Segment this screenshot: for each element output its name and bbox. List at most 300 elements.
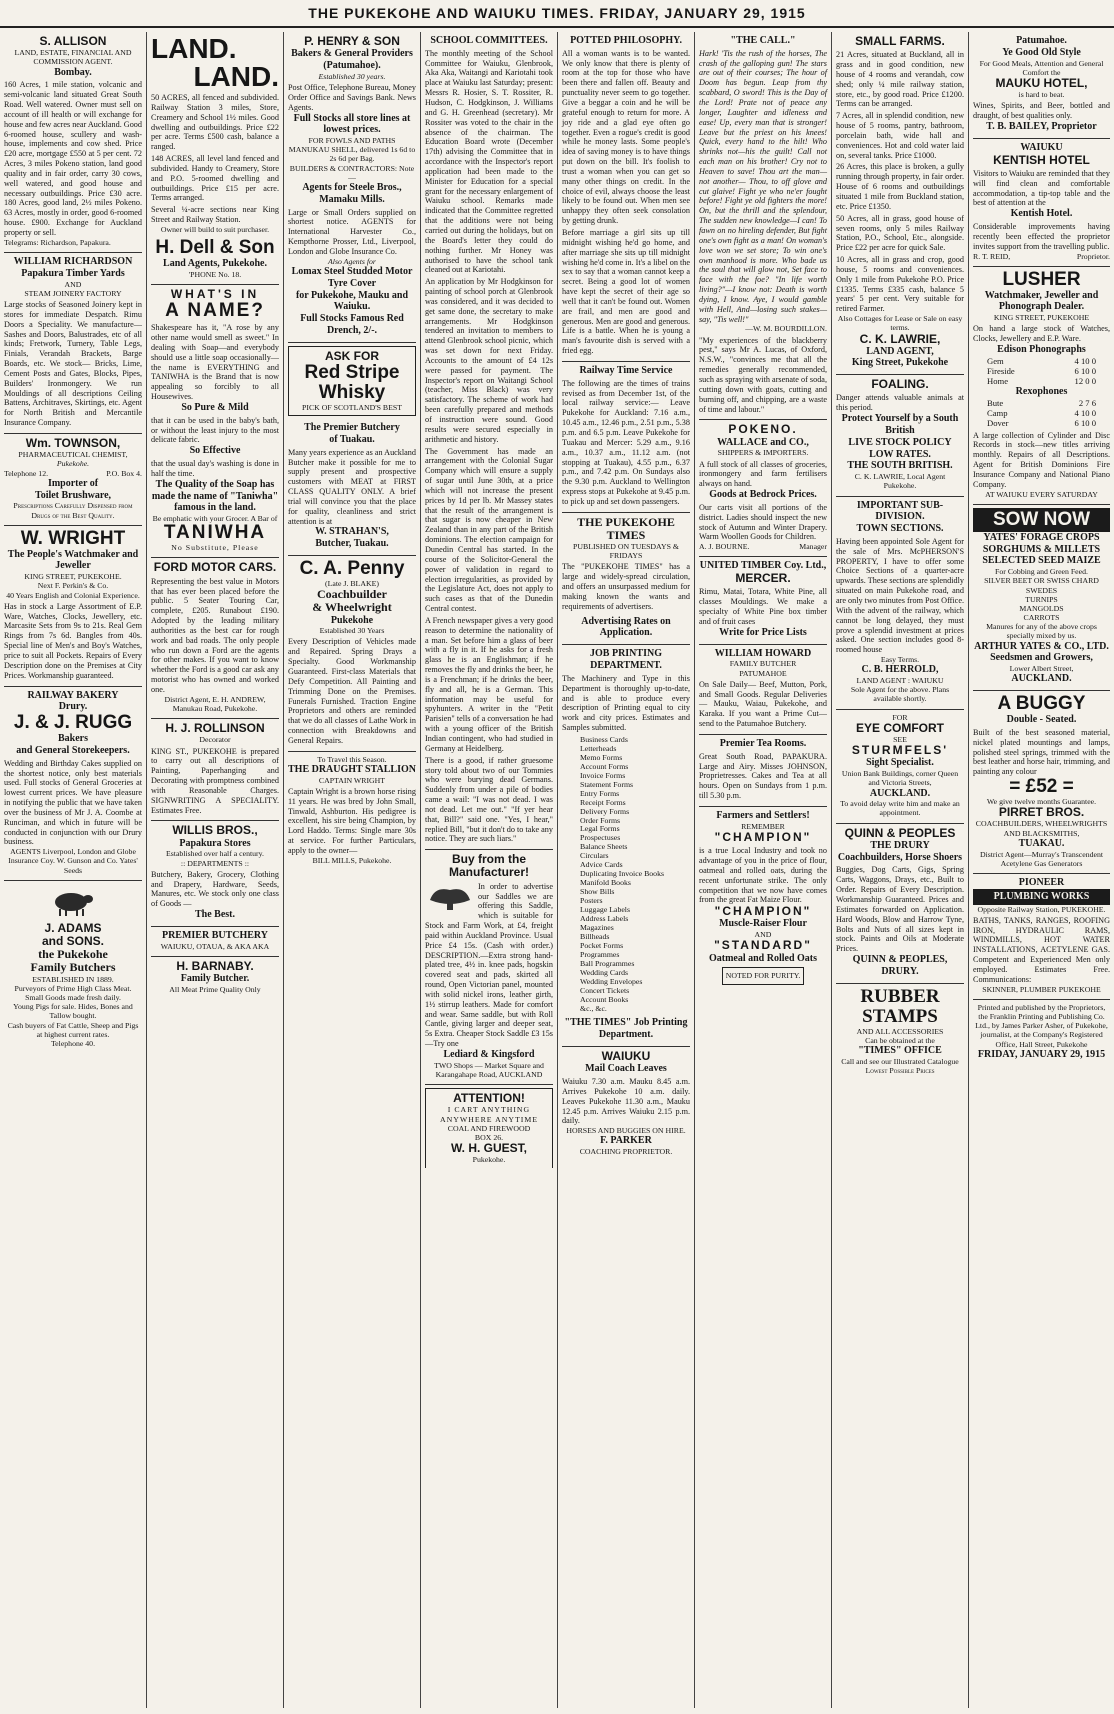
swedes: SWEDES	[1025, 585, 1058, 595]
henry-studded: Lomax Steel Studded Motor Tyre Cover	[291, 266, 413, 289]
wright-body: Has in stock a Large Assortment of E.P. Ware, Watches, Clocks, Jewellery, etc. Marcasite Sets from 9s to 21s. Real Gem Rings from 7s 6d. Bangles from 40s. Special line of Men's and Boy's Watches, price to suit all Pockets. Repairs of Every Description done on the Premises at City Prices. Workmanship guaranteed.	[4, 601, 142, 680]
henry-also: Also Agents for	[328, 256, 376, 266]
reid-role: Proprietor.	[1076, 251, 1110, 261]
double-seated: Double - Seated.	[1006, 714, 1077, 726]
townson-product: Toilet Brushware,	[34, 489, 112, 501]
buggy-heading: A BUGGY	[997, 693, 1086, 715]
wright-ad	[4, 526, 142, 687]
townson-contacts	[4, 469, 142, 478]
philosophy-paragraph-2: Before marriage a girl sits up till midnight wishing he'd go home, and after marriage she sits up till midnight wishing he'd come in. It's a libel on the sex to say that a woman cannot keep a secret. Being a good lot of women have kept the secret of their age so well that it can't be found out. Women are frail, and men are good and generous. Men are good and generous. Life is a battle. When he is young a man's favourite dish is served with a fried egg.	[562, 227, 690, 356]
dell-phone: 'PHONE No. 18.	[188, 269, 242, 279]
call-author: —W. M. BOURDILLON.	[745, 324, 827, 334]
saddle-illustration	[425, 882, 475, 912]
job-list-item: Wedding Envelopes	[580, 976, 643, 986]
penny-name: C. A. Penny	[299, 558, 405, 579]
job-list-item: Memo Forms	[580, 752, 623, 762]
job-title: JOB PRINTING DEPARTMENT.	[590, 648, 662, 672]
article-paragraph-4: A French newspaper gives a very good reason to determine the nationality of a man. Set before him a glass of beer with a fly in it. If he asks for a fresh glass he is an Englishman; if he removes the fly and drinks the beer, he is a Frenchman; if he drinks the beer, fly and all, he is a German. This information may be useful for spyhunters. A writer in the "Petit Parisien" tells of a conversation he had with a young officer of the British Indian contingent, who had studied in Germany at Heidelberg.	[425, 615, 553, 753]
stallion-ad	[288, 752, 416, 870]
tearooms-body: Great South Road, PAPAKURA. Large and Airy. Misses JOHNSON, Proprietresses. Cakes and Tea at all hours. Open on Sundays from 1 p.m. till 5.30 p.m.	[699, 751, 827, 801]
tearooms-ad	[699, 735, 827, 807]
eye-comfort: EYE COMFORT	[855, 720, 944, 735]
farm-listing-4: 50 Acres, all in grass, good house of seven rooms, only 5 miles Railway Station, P.O., School, Etc., alongside. Price £22 per acre for quick Sale.	[836, 213, 964, 253]
united-name: UNITED TIMBER Coy. Ltd.,	[699, 560, 827, 572]
buy-body: In order to advertise our Saddles we are offering this Saddle, which is suitable for Stock and Farm Work, at £4, freight paid within Auckland Province. Usual Price £4 15s. (Cash with order.) DESCRIPTION.—Extra strong hand-plated tree, 4½ in. knee pads, hogskin covered seat and pads, skirted all round, Open Victorian panel, mounted with solid nickel irons, leather girth, 1½ stirrup leathers. Made for comfort and wear. Same saddle, but with Roll Cantle, giving larger and deeper seat, 5s Extra. Cheaper Stock Saddle £3 15s—Try one	[425, 881, 553, 1049]
dell-ad	[151, 32, 279, 285]
barnaby-ad	[151, 957, 279, 999]
job-dept: "THE TIMES" Job Printing Department.	[564, 1017, 688, 1041]
waiuku-title: WAIUKU	[601, 1049, 651, 1064]
coal-text: COAL AND FIREWOOD	[447, 1123, 531, 1133]
land-ad-2: 148 ACRES, all level land fenced and subdivided. Handy to Creamery, Store and P.O. 5-roomed dwelling and outbuildings. Price £15 per acre. Terms arranged.	[151, 154, 279, 203]
yates-ad	[973, 505, 1110, 691]
article-paragraph-1: The monthly meeting of the School Committee for Waiuku, Glenbrook, Aka Aka, Waitangi and Kariotahi took place at Waiuku last Saturday; present: Messrs R. Hosier, S. T. Rossiter, R. Hudson, C. Hodgkinson, J. Williams and G. H. Greenhead (secretary). Mr Rossiter was voted to the chair in the absence of the chairman. The Education Board wrote (December 17th) advising the Committee that in accordance with the Inspector's report application had been made to the Minister for Education for a special grant for the necessary enlargement of Waiuku school. Remarks made indicated that the Committee regretted that the additions were not being carried out during the holidays, but on the Board's letter they could do nothing further. Mr Honey was authorised to have the school tank cleaned out at Kariotahi.	[425, 48, 553, 275]
wallace-body: A full stock of all classes of groceries, ironmongery and farm fertilisers always on hand.	[699, 459, 827, 489]
school-committees-article	[425, 32, 553, 850]
edison-heading: Edison Phonographs	[997, 344, 1086, 356]
mauku-sub: is hard to beat.	[1018, 90, 1065, 100]
rexophones-heading: Rexophones	[1015, 386, 1068, 398]
tearooms-title: Premier Tea Rooms.	[719, 737, 807, 749]
times-ad	[562, 513, 690, 646]
call-poem: Hark! 'Tis the rush of the horses, The crash of the galloping gun! The stars are out of their courses; The hour of Doom has begun. Leap from thy scabbard, O sword! This is the Day of the Lord! Prate not of peace any longer, Laughter and idleness and ease! Up, every man that is stronger! Leave but the priest on his knees! Quick, every hand to the hilt! Who shrinks not—his the guilt! Call not each man on his brother! Cry not to Heaven to save! Thou art the man—not another— Thou, to off glove and cut glaive! Fight ye who ne'er fought before! Fight ye old fighters the more! On, but the thrill and the splendour, The sudden new knowledge—I can! To fawn on no hireling defender, But fight one's own fight as a man! On woman's love won we set store; To win one's own manhood is more. Who bade us the soul that will glow not, Set face to face with the foe? "In life worth living?"—I know not: Death is worth dying, I know. Aye, I would gamble with Hell, And—losing such stakes—say, "Tis well!"	[699, 48, 827, 324]
lediard-name: Lediard & Kingsford	[443, 1049, 535, 1061]
kentish-body-2: Considerable improvements having recently been effected the proprietor invites support from the travelling public.	[973, 221, 1110, 251]
allison-title: S. ALLISON	[39, 34, 107, 48]
waiuku-saturday: AT WAIUKU EVERY SATURDAY	[985, 489, 1098, 499]
times-title: THE PUKEKOHE TIMES	[577, 514, 675, 542]
land-heading-2: LAND.	[193, 61, 279, 92]
champion-heading: "CHAMPION"	[714, 829, 812, 844]
job-list-item: Delivery Forms	[580, 806, 630, 816]
south-british: THE SOUTH BRITISH.	[847, 460, 953, 472]
pioneer-ad	[973, 874, 1110, 1000]
town-body: Having been appointed Sole Agent for the sale of Mrs. McPHERSON'S PROPERTY, I have to offer some Choice Sections of a quarter-acre upwards. These sections are splendidly situated on main Pukekohe road, and are only two minutes from Post Office. With the advent of the railway, which cannot be long delayed, they must prove a splendid investment at prices asked. One section includes good 8-roomed house	[836, 536, 964, 655]
rollinson-sub: Decorator	[199, 735, 231, 745]
adams-body-3: Young Pigs for sale. Hides, Bones and Tallow bought.	[13, 1002, 133, 1021]
rugg-name: J. & J. RUGG	[13, 712, 133, 734]
arthur-yates: ARTHUR YATES & CO., LTD.	[974, 640, 1109, 652]
richardson-ad	[4, 253, 142, 434]
howard-ad	[699, 645, 827, 735]
wallace-name: WALLACE and CO.,	[717, 436, 809, 448]
townson-tel: Telephone 12.	[4, 468, 49, 478]
wright-name: W. WRIGHT	[20, 527, 126, 549]
rugg-body: Wedding and Birthday Cakes supplied on the shortest notice, only best materials used. Full stocks of General Groceries at lowest current prices. We have pleasure in notifying the public that we have taken over the business of Mr J. A. Coombe at Runciman, and which in future will be conducted in conjunction with our Drury business.	[4, 758, 142, 847]
mercer-body: Rimu, Matai, Totara, White Pine, all classes Mouldings. We make a specialty of White Pine box timber and of fruit cases	[699, 587, 827, 626]
quinn-ad	[836, 824, 964, 984]
philosophy-paragraph-1: All a woman wants is to be wanted. We only know that there is plenty of room at the top for those who have been there and fallen off. Beauty and punctuality never seem to go together. Give a beggar a coin and he will be grateful enough to return for more. A joy ride and a glad eye often go together. Even a rogue's credit is good while he money lasts. Some people's idea of saving money is to have things put down on the bill. It's foolish to trust a woman when you can get so many other things on credit. In the choice of evil, always choose the least likely to be found out. When men see unhappy they often seek consolation by getting drunk.	[562, 48, 690, 226]
foaling-ad	[836, 375, 964, 496]
henry-builders: BUILDERS & CONTRACTORS: Note—	[289, 163, 415, 182]
muscle-flour: Muscle-Raiser Flour	[719, 918, 807, 930]
waiuku-sub: Mail Coach Leaves	[585, 1063, 667, 1075]
townson-sub: PHARMACEUTICAL CHEMIST,	[18, 450, 128, 460]
article-paragraph-5: There is a good, if rather gruesome story told about two of our Tommies who were burying dead Germans. Suddenly from under a pile of bodies came a wail: "I was not dead. I was not dead. Let me out." "If yer hear that, Bill?" said one. "Yes, I hear," replied Bill, "but it don't do to take any notice. They are such liars."	[425, 755, 553, 844]
farm-listing-1: 21 Acres, situated at Buckland, all in grass and in good condition, new house of 4 rooms and verandah, cow shed; only ¼ mile railway station, store, etc., by good road. Price £1200. Terms can be arranged.	[836, 50, 964, 109]
turnips: TURNIPS	[1025, 594, 1058, 604]
mauku-hotel: MAUKU HOTEL,	[995, 75, 1088, 90]
quinn-name: QUINN & PEOPLES	[844, 825, 956, 840]
mauku-hotel-ad	[973, 32, 1110, 139]
times-body: The "PUKEKOHE TIMES" has a large and widely-spread circulation, and offers an unsurpassed medium for making known the wants and requirements of advertisers.	[562, 562, 690, 611]
price-item-value: 6 10 0	[1074, 418, 1096, 429]
herrold-name: C. B. HERROLD,	[861, 664, 939, 676]
column-4	[421, 32, 557, 1708]
and-text: AND	[754, 930, 772, 940]
bakery-title: RAILWAY BAKERY	[27, 689, 119, 701]
whats-quality: The Quality of the Soap has made the name of "Taniwha" famous in the land.	[151, 478, 279, 514]
job-list-item: Magazines	[580, 922, 614, 932]
red-stripe: Red Stripe	[304, 362, 400, 383]
penny-est: Established 30 Years	[319, 626, 385, 636]
ask-for: ASK FOR	[325, 348, 379, 363]
price-item-value: 2 7 6	[1078, 398, 1096, 409]
lusher-addr: KING STREET, PUKEKOHE	[993, 313, 1090, 323]
premier-butchery-title: The Premier Butchery	[304, 422, 400, 434]
mangolds: MANGOLDS	[1019, 603, 1064, 613]
richardson-factory: STEAM JOINERY FACTORY	[24, 288, 122, 298]
column-3	[284, 32, 420, 1708]
parker-sub: COACHING PROPRIETOR.	[579, 1147, 673, 1157]
red-stripe-ad	[288, 346, 416, 416]
strahan-place: Butcher, Tuakau.	[315, 538, 389, 550]
willis-est: Established over half a century.	[165, 849, 264, 859]
henry-sub: Bakers & General Providers	[291, 48, 413, 60]
article-paragraph-2: An application by Mr Hodgkinson for painting of school porch at Glenbrook was considered, and it was decided to get same done, the secretary to make arrangements. Mr Hodgkinson tendered an invitation to members to attend Glenbrook school picnic, which was set down for next Friday. Accounts to the amount of £4 12s were passed for payment. The Inspector's report on Waitangi School (teacher, Miss Black) was very satisfactory. The scheme of work had been carefully prepared and methods of instruction were sound. Good results were secured especially in arithmetic and history.	[425, 277, 553, 444]
taniwha-brand: TANIWHA	[163, 522, 267, 544]
job-list-item: Order Forms	[580, 815, 621, 825]
howard-name: WILLIAM HOWARD	[714, 647, 812, 659]
cobbing: For Cobbing and Green Feed.	[995, 567, 1088, 577]
drury-text: THE DRURY	[870, 839, 930, 851]
write-heading: Write for Price Lists	[719, 626, 807, 638]
penny-place: Pukekohe	[330, 614, 374, 626]
mauku-body: Wines, Spirits, and Beer, bottled and draught, of best qualities only.	[973, 101, 1110, 121]
farm-listing-3: 26 Acres, this place is broken, a gully running through property, in fair order. House of 6 rooms and outbuildings situated 1 mile from Buckland station, etc. Price £1350.	[836, 162, 964, 211]
bedrock-body: Our carts visit all portions of the district. Ladies should inspect the new stock of Autumn and Winter Drapery. Warm Woollen Goods for Children.	[699, 502, 827, 542]
richardson-yard: Papakura Timber Yards	[21, 267, 125, 279]
dell-sub: Land Agents, Pukekohe.	[163, 258, 267, 270]
buggy-price: = £52 =	[1009, 776, 1074, 798]
willis-ad	[151, 821, 279, 927]
call-title: "THE CALL."	[730, 35, 796, 46]
waiuku-heading: WAIUKU	[1020, 141, 1063, 153]
richardson-and: AND	[64, 279, 82, 289]
waiuku-horses: HORSES AND BUGGIES ON HIRE.	[566, 1126, 686, 1136]
coach-text: Coachbuilders, Horse Shoers	[837, 851, 963, 863]
job-list-item: Account Books	[580, 994, 629, 1004]
rubber-stamps-ad	[836, 984, 964, 1080]
herrold-body: Sole Agent for the above. Plans available shortly.	[850, 685, 950, 704]
stallion-body: Captain Wright is a brown horse rising 11 years. He was bred by John Small, Tinwald, Ashburton. His pedigree is excellent, his sire being Champion, by Lord Haddo. Terms: Single mare 30s at service. For further Particulars, apply to the owner—	[288, 786, 416, 855]
allison-place: Bombay.	[54, 66, 92, 78]
whisky: Whisky	[318, 381, 386, 403]
sorghums: SORGHUMS & MILLETS	[982, 543, 1101, 555]
farm-listing-5: 10 Acres, all in grass and crop, good house, 5 rooms and conveniences. Only 1 mile from Pukekohe P.O. Price £1335. Terms £335 cash, balance 5 years' 5 per cent. Very suitable for retired Farmer.	[836, 255, 964, 314]
mercer-heading: MERCER.	[735, 571, 791, 586]
times-sub: PUBLISHED ON TUESDAYS & FRIDAYS	[573, 542, 679, 561]
herrold-sub: LAND AGENT : WAIUKU	[856, 676, 944, 686]
union-text: Union Bank Buildings, corner Queen and Victoria Streets,	[841, 769, 959, 788]
lawrie-addr: King Street, Pukekohe	[851, 357, 949, 369]
kentish-again: Kentish Hotel.	[1010, 208, 1073, 220]
auckland-yates: AUCKLAND.	[1011, 673, 1072, 685]
column-2	[147, 32, 283, 1708]
rubber-heading: RUBBER	[860, 985, 940, 1007]
job-list-item: Address Labels	[580, 914, 629, 923]
price-row	[987, 376, 1096, 386]
land-heading-1: LAND.	[151, 33, 237, 64]
potted-philosophy-heading: POTTED PHILOSOPHY.	[570, 35, 682, 46]
job-list-item: Wedding Cards	[580, 967, 629, 977]
job-list-item: Luggage Labels	[580, 905, 631, 915]
adams-ad	[4, 881, 142, 1053]
potted-philosophy-article	[562, 32, 690, 362]
howard-place: PATUMAHOE	[739, 668, 787, 678]
price-row	[987, 418, 1096, 428]
adams-name: J. ADAMS	[44, 920, 102, 935]
wallace-ad	[699, 420, 827, 557]
price-item-name: Gem	[987, 355, 1004, 366]
railway-body: The following are the times of trains revised as from December 1st, of the local railway service:— Leave Pukekohe for Auckland: 7.16 a.m., 10.45 a.m., 12.46 p.m., 2.51 p.m., 5.38 p.m. and 6.5 p.m. Leave Pukekohe for Tuakau and Mercer: 5.29 a.m., 9.16 a.m., 10.37 a.m., 11.12 a.m. (not stopping at Tuakau), 4.55 p.m., 6.37 p.m., and 7.42 p.m. On Sundays also the 9.30 p.m. Auckland to Wellington express stops at Pukekohe at 9.45 p.m. to pick up and set down passengers.	[562, 378, 690, 506]
small-farms-title: SMALL FARMS.	[855, 34, 945, 48]
job-list-item: &c., &c.	[580, 1003, 607, 1013]
price-item-name: Bute	[987, 398, 1004, 409]
adv-rates: Advertising Rates on Application.	[581, 615, 671, 639]
seed-maize: SELECTED SEED MAIZE	[982, 555, 1101, 567]
price-row	[987, 408, 1096, 418]
henry-name: P. HENRY & SON	[304, 34, 400, 48]
townson-importer: Importer of	[47, 477, 99, 489]
job-list-item: Account Forms	[580, 761, 629, 771]
purity-text: NOTED FOR PURITY.	[722, 967, 805, 984]
henry-est: Established 30 years.	[318, 71, 386, 81]
bakery-place: Drury.	[58, 701, 88, 713]
saddle-ad	[425, 850, 553, 1085]
silver-beet: SILVER BEET OR SWISS CHARD	[984, 576, 1099, 586]
strahan-ad	[288, 419, 416, 556]
dell-name: H. Dell & Son	[155, 237, 275, 259]
adams-body-2: Small Goods made fresh daily.	[25, 992, 121, 1002]
rollinson-ad	[151, 719, 279, 821]
olde-sub: For Good Meals, Attention and General Comfort the	[979, 58, 1104, 77]
allison-body: 160 Acres, 1 mile station, volcanic and semi-volcanic land situated Great South Road. Well watered. Owner must sell on account of ill health or will exchange for house and few acres near Auckland. Good 6-roomed house, scullery and wash-house, implements and cow shed. Price £20 acre, mortgage £550 at 5 per cent. 72 Acres, 3 miles Pokeno station, land good quality and in fair order, carry 30 cows, well watered, and good house and necessary outbuildings. Price £30 acre. 180 Acres, good land, 2½ miles Pokeno. 63 Acres, mostly in order, good 6-roomed house. £900. Exchange for Auckland property or sell.	[4, 80, 142, 238]
railway-title: Railway Time Service	[579, 364, 673, 376]
sturmfels-name: STURMFELS'	[851, 743, 949, 758]
column-8	[969, 32, 1114, 1708]
times-office: "TIMES" OFFICE	[858, 1044, 942, 1056]
pukekohe-text: Pukekohe.	[883, 481, 917, 491]
cart-text: I CART ANYTHING ANYWHERE ANYTIME	[439, 1105, 539, 1124]
townson-ad	[4, 434, 142, 526]
lusher-sub: Watchmaker, Jeweller and Phonograph Dealer.	[984, 289, 1099, 313]
sow-now: SOW NOW	[973, 508, 1110, 532]
town-sections-ad	[836, 497, 964, 710]
barnaby-note: All Meat Prime Quality Only	[169, 984, 261, 994]
see-text: SEE	[893, 734, 907, 744]
foaling-title: FOALING.	[871, 377, 929, 392]
column-7	[832, 32, 968, 1708]
attention-heading: ATTENTION!	[453, 1091, 525, 1106]
allison-ad	[4, 32, 142, 253]
accessories-text: AND ALL ACCESSORIES	[856, 1026, 944, 1036]
townson-name: Wm. TOWNSON,	[25, 435, 121, 450]
plumbing-body: BATHS, TANKS, RANGES, ROOFING IRON, HYDRAULIC RAMS, WINDMILLS, HOT WATER INSTALLATIONS, ACETYLENE GAS. Competent and Experienced Men only employed. Estimates Free. Communications:	[973, 915, 1110, 984]
ford-body: Representing the best value in Motors that has ever been placed before the public. 5 Seater Touring Car, complete, £205. Runabout £190. Adopted by the leading military authorities as the best car for rough work and bad roads. The only people who run down a Ford are the agents for other makes. If you want to know whether the Ford is a good car ask any motorist who has owned and worked one.	[151, 576, 279, 694]
of-tuakau: of Tuakau.	[329, 433, 375, 445]
howard-sub: FAMILY BUTCHER	[729, 659, 797, 669]
whats-body: Shakespeare has it, "A rose by any other name would smell as sweet." In dealing with Soap—and everybody should use a little soap occasionally— the name is EVERYTHING and TANIWHA is the Brand that is now appealing so forcibly to all Housewives.	[151, 323, 279, 402]
avoid-text: To avoid delay write him and make an appointment.	[840, 799, 960, 818]
barnaby-sub: Family Butcher.	[180, 973, 250, 985]
penny-body: Every Description of Vehicles made and Repaired. Spring Drays a Specialty. Good Workmanship Guaranteed. First-class Materials that Defy Competition. All Painting and Trimming Done on the Premises. Funerals Furnished. Traction Engine Proprietors and others are reminded that we do all classes of Lathe Work in connection with Breakdowns and General Repairs.	[288, 637, 416, 745]
land-ad-3: Several ¼-acre sections near King Street and Railway Station.	[151, 205, 279, 225]
bailey-name: T. B. BAILEY, Proprietor	[986, 121, 1097, 133]
henry-ad	[288, 32, 416, 343]
railway-ad	[562, 362, 690, 513]
column-1	[0, 32, 146, 1708]
wright-next: Next F. Perkin's & Co.	[37, 581, 109, 591]
wallace-sub: SHIPPERS & IMPORTERS.	[717, 448, 809, 458]
obtained-text: Can be obtained at the	[865, 1035, 935, 1045]
price-row	[987, 356, 1096, 366]
parker-name: F. PARKER	[600, 1135, 652, 1147]
henry-agents: Agents for Steele Bros., Mamaku Mills.	[302, 182, 402, 205]
tuakau-text: TUAKAU.	[1018, 837, 1065, 849]
penny-trade-2: & Wheelwright	[312, 600, 392, 615]
job-list-item: Receipt Forms	[580, 797, 626, 807]
imprint	[973, 1000, 1110, 1066]
guest-place: Pukekohe.	[472, 1155, 506, 1165]
lediard-addr: TWO Shops — Market Square and Karangahape Road, AUCKLAND	[434, 1060, 544, 1079]
olde-text: Ye Good Old Style	[1002, 46, 1081, 58]
price-item-value: 12 0 0	[1074, 376, 1096, 387]
catalogue-text: Call and see our Illustrated Catalogue	[841, 1056, 959, 1066]
champion-heading-2: "CHAMPION"	[714, 904, 812, 919]
job-list-item: Ball Programmes	[580, 958, 635, 968]
ford-agent: District Agent, E. H. ANDREW, Manukau Road, Pukekohe.	[164, 694, 266, 713]
rex-price-list	[973, 398, 1110, 428]
ford-ad	[151, 558, 279, 719]
bourne-name: A. J. BOURNE.	[699, 542, 750, 552]
allison-telegrams: Telegrams: Richardson, Papakura.	[4, 237, 111, 247]
opposite-text: Opposite Railway Station, PUKEKOHE.	[977, 904, 1106, 914]
henry-for: for Pukekohe, Mauku and Waiuku.	[295, 289, 409, 313]
guest-ad	[425, 1088, 553, 1167]
price-item-value: 4 10 0	[1074, 355, 1096, 366]
auckland-text: AUCKLAND.	[869, 787, 931, 799]
price-item-name: Fireside	[987, 366, 1015, 377]
whats-line-1: WHAT'S IN	[170, 287, 260, 302]
pirret-sub: COACHBUILDERS, WHEELWRIGHTS AND BLACKSMITHS,	[975, 819, 1108, 838]
henry-place: (Patumahoe).	[323, 59, 381, 71]
willis-depts: :: DEPARTMENTS ::	[180, 858, 250, 868]
oatmeal-text: Oatmeal and Rolled Oats	[708, 952, 818, 964]
protect-text: Protect Yourself by a South British	[841, 413, 959, 436]
stamps-heading: STAMPS	[862, 1005, 938, 1027]
job-list-item: Circulars	[580, 851, 609, 861]
edison-price-list	[973, 356, 1110, 386]
wright-street: KING STREET, PUKEKOHE.	[24, 572, 122, 582]
farm-listing-2: 7 Acres, all in splendid condition, new house of 5 rooms, pantry, bathroom, porcelain bath, wide hall and conveniences. Hot and cold water laid on, several tanks. Price £1000.	[836, 111, 964, 160]
whats-grocer: Be emphatic with your Grocer. A Bar of	[152, 514, 278, 524]
price-item-name: Home	[987, 376, 1009, 387]
henry-body: Post Office, Telephone Bureau, Money Order Office and Savings Bank. News Agents.	[288, 82, 416, 112]
adams-sons: and SONS.	[41, 934, 104, 949]
whats-line-2: A NAME?	[165, 300, 265, 322]
rugg-agents: AGENTS Liverpool, London and Globe Insurance Coy. W. Gunson and Co. Yates' Seeds	[8, 847, 138, 875]
district-text: District Agent—Murray's Transcendent Acetylene Gas Generators	[979, 849, 1104, 868]
lowest-text: Lowest Possible Prices	[865, 1065, 935, 1075]
adams-est: ESTABLISHED IN 1889.	[32, 974, 114, 984]
adams-body-4: Cash buyers of Fat Cattle, Sheep and Pigs at highest current rates.	[7, 1020, 139, 1039]
printed-text: Printed and published by the Proprietors, the Franklin Printing and Publishing Co. Ltd., by James Parker Asher, of Pukekohe, journalist, at the Company's Registered Office, Hall Street, Pukekohe	[975, 1002, 1108, 1049]
job-list-item: Advice Cards	[580, 860, 623, 870]
remember-text: REMEMBER	[741, 821, 785, 831]
carrots: CARROTS	[1023, 613, 1060, 623]
bourne-role: Manager	[799, 542, 827, 552]
buggy-body: Built of the best seasoned material, nickel plated mountings and lamps, polished steel springs, trimmed with the best leather and horse hair, trimming, and painting any colour	[973, 727, 1110, 777]
job-list-item: Programmes	[580, 949, 620, 959]
job-list-item: Show Bills	[580, 887, 615, 897]
champion-ad	[699, 807, 827, 993]
allison-sub: LAND, ESTATE, FINANCIAL AND COMMISSION AGENT.	[14, 48, 132, 67]
job-body: The Machinery and Type in this Department is thoroughly up-to-date, and is able to produce every description of Printing equal to city work and city prices. Estimates and Samples submitted.	[562, 673, 690, 733]
whats-effective: So Effective	[189, 445, 241, 457]
local-agent: C. K. LAWRIE, Local Agent	[854, 472, 946, 482]
box-text: BOX 26.	[474, 1132, 504, 1142]
pioneer-heading: PIONEER	[1018, 877, 1065, 889]
sight-specialist: Sight Specialist.	[866, 757, 934, 769]
stallion-owner: BILL MILLS, Pukekohe.	[312, 855, 392, 865]
price-row	[987, 366, 1096, 376]
lusher-ad	[973, 267, 1110, 505]
kentish-hotel: KENTISH HOTEL	[993, 152, 1090, 167]
job-list-item: Letterheads	[580, 743, 617, 753]
imprint-date: FRIDAY, JANUARY 29, 1915	[977, 1048, 1106, 1060]
seedsmen: Seedsmen and Growers,	[990, 652, 1093, 664]
lusher-body: On hand a large stock of Watches, Clocks, Jewellery and E.P. Ware.	[973, 324, 1110, 344]
job-list-item: Pocket Forms	[580, 940, 624, 950]
rugg-ad	[4, 687, 142, 881]
job-list	[580, 736, 690, 1014]
adams-tel: Telephone 40.	[50, 1038, 96, 1048]
price-item-value: 4 10 0	[1074, 408, 1096, 419]
henry-drench: Full Stocks Famous Red Drench, 2/-.	[300, 313, 404, 337]
henry-body-2: Large or Small Orders supplied on shortest notice. AGENTS for International Harvester Co., Kempthorne Prosser, Ltd., Liverpool, London and Globe Insurance Co.	[288, 207, 416, 256]
penny-late: (Late J. BLAKE)	[325, 578, 379, 588]
lawrie-name: C. K. LAWRIE,	[859, 331, 941, 346]
barnaby-name: H. BARNABY.	[176, 958, 254, 973]
townson-place: Pukekohe.	[56, 459, 90, 469]
sheep-illustration	[49, 888, 97, 918]
foaling-body: Danger attends valuable animals at this period.	[836, 393, 964, 413]
quinn-body: Buggies, Dog Carts, Gigs, Spring Carts, Waggons, Drays, etc., Built to Order. Repairs of Every Description. Workmanship Guaranteed. Prices and Estimates forwarded on Application. Hard Woods, Blow and Harrow Tyne, Bolts and Nuts of all sizes kept in stock. Paints and Oils at Moderate Prices.	[836, 865, 964, 954]
for-text: FOR	[892, 712, 908, 722]
job-list-item: Entry Forms	[580, 788, 620, 798]
school-committees-heading: SCHOOL COMMITTEES.	[430, 35, 548, 46]
strahan-body: Many years experience as an Auckland Butcher make it possible for me to supply present and prospective customers with MEAT at FIRST CLASS QUALITY ONLY. A brief trial will convince you that the place for quality, cleanliness and strict attention is at	[288, 447, 416, 526]
important-heading: IMPORTANT SUB-DIVISION.	[856, 499, 944, 523]
job-list-item: Concert Tickets	[580, 985, 630, 995]
the-call-poem	[699, 32, 827, 420]
price-row	[987, 398, 1096, 408]
town-sections-heading: TOWN SECTIONS.	[856, 523, 944, 535]
price-item-name: Camp	[987, 408, 1008, 419]
reid-name: R. T. REID,	[973, 251, 1011, 261]
premier-title: PREMIER BUTCHERY	[161, 929, 269, 941]
